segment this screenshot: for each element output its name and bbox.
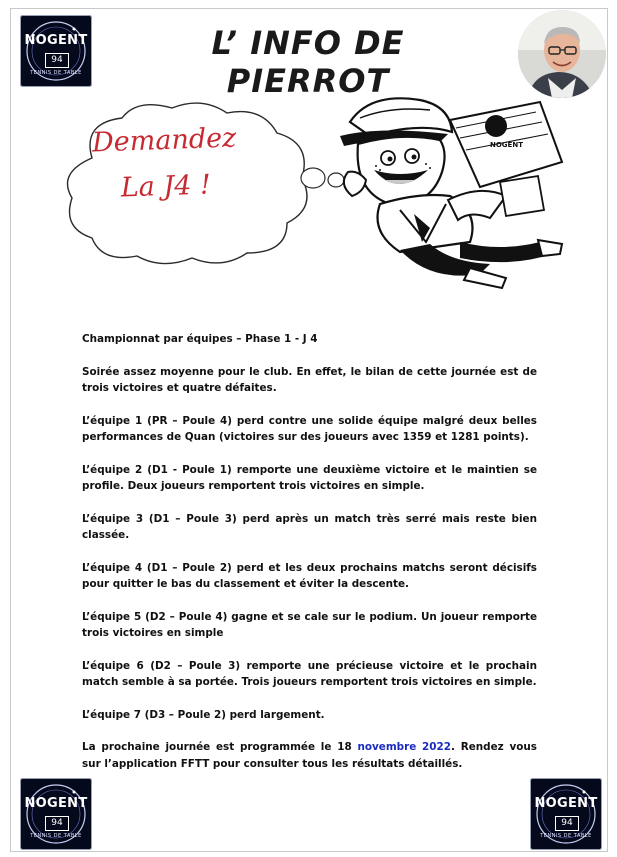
logo-name: NOGENT [24,796,88,811]
logo-number: 94 [45,53,69,68]
paragraph-next-match [82,739,537,772]
portrait-icon [518,10,606,98]
club-logo-bottom-right [530,778,602,850]
next-text-start: La prochaine journée est programmée le 18 [82,741,358,753]
logo-ring-icon [20,778,92,850]
logo-name: NOGENT [24,33,88,48]
bubble-line-1: Demandez [91,122,237,159]
author-avatar [518,10,606,98]
newsboy-illustration [330,92,570,292]
paragraph-team-1: L’équipe 1 (PR – Poule 4) perd contre une solide équipe malgré deux belles performances de Quan (victoires sur des joueurs avec 1359 et 1281 points). [82,414,537,443]
logo-number: 94 [45,816,69,831]
next-date-highlight: novembre 2022 [357,741,451,753]
bubble-text [78,115,251,213]
logo-tagline: TENNIS DE TABLE [30,70,82,76]
paragraph-team-7: L’équipe 7 (D3 – Poule 2) perd largement. [82,708,325,721]
paragraph-team-2: L’équipe 2 (D1 - Poule 1) remporte une deuxième victoire et le maintien se profile. Deux joueurs remportent trois victoires en simple. [82,463,537,492]
paragraph-team-4: L’équipe 4 (D1 – Poule 2) perd et les deux prochains matchs seront décisifs pour quitter le bas du classement et éviter la descente. [82,561,537,590]
club-logo-top-left [20,15,92,87]
article-heading: Championnat par équipes – Phase 1 - J 4 [82,333,318,345]
article-body [82,331,537,788]
paragraph-team-6: L’équipe 6 (D2 – Poule 3) remporte une précieuse victoire et le prochain match semble à sa portée. Trois joueurs remportent trois victoires en simple. [82,659,537,688]
logo-tagline: TENNIS DE TABLE [540,833,592,839]
logo-tagline: TENNIS DE TABLE [30,833,82,839]
next-text-end: . Rendez vous sur l’application FFTT pour consulter tous les résultats détaillés. [82,741,537,770]
club-logo-bottom-left [20,778,92,850]
paragraph-team-5: L’équipe 5 (D2 – Poule 4) gagne et se cale sur le podium. Un joueur remporte trois victoires en simple [82,610,537,639]
newspaper-label: NOGENT [490,141,523,149]
paragraph-summary: Soirée assez moyenne pour le club. En effet, le bilan de cette journée est de trois victoires et quatre défaites. [82,365,537,394]
paragraph-team-3: L’équipe 3 (D1 – Poule 3) perd après un match très serré mais reste bien classée. [82,512,537,541]
logo-ring-icon [20,15,92,87]
logo-ring-icon [530,778,602,850]
page-title: L’ INFO DE PIERROT [211,24,405,100]
logo-name: NOGENT [534,796,598,811]
bubble-line-2: La J4 ! [120,169,212,204]
logo-number: 94 [555,816,579,831]
